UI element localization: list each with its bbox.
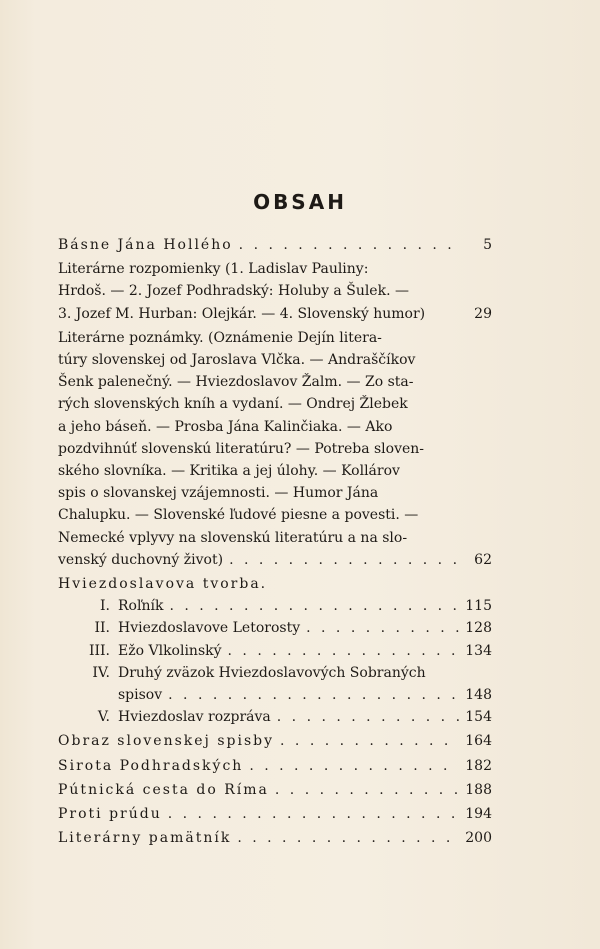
toc-entry-line: a jeho báseň. — Prosba Jána Kalinčiaka. — Ako <box>58 418 393 435</box>
leader-dots <box>229 549 460 571</box>
toc-sub-entry-continuation <box>58 684 492 706</box>
toc-sub-entry <box>58 595 492 617</box>
leader-dots <box>277 706 459 728</box>
toc-entry-line: 3. Jozef M. Hurban: Olejkár. — 4. Slovenský humor) <box>58 305 426 322</box>
toc-entry <box>58 573 492 728</box>
toc-sub-entry-title: Roľník <box>118 598 164 615</box>
toc-entry-line: venský duchovný život) <box>58 551 224 568</box>
toc-page-number: 148 <box>465 687 492 704</box>
toc-page-number: 5 <box>483 237 492 253</box>
toc-page-number: 115 <box>465 598 492 615</box>
toc-entry <box>58 755 492 777</box>
leader-dots <box>228 640 460 662</box>
toc-sub-entry-title: Hviezdoslavove Letorosty <box>118 620 301 637</box>
table-of-contents <box>58 234 492 851</box>
toc-sub-entry-title: Ežo Vlkolinský <box>118 642 222 659</box>
toc-page-number: 62 <box>474 551 492 568</box>
leader-dots <box>169 595 459 617</box>
toc-entry-title: Obraz slovenskej spisby <box>58 733 275 750</box>
toc-page-number: 200 <box>465 830 492 847</box>
toc-page-number: 188 <box>465 781 492 798</box>
toc-sub-entry-title: Druhý zväzok Hviezdoslavových Sobraných <box>118 664 426 681</box>
toc-page-number: 182 <box>465 757 492 774</box>
toc-sub-entry <box>58 617 492 639</box>
roman-numeral: V. <box>97 709 110 726</box>
toc-entry <box>58 258 492 325</box>
toc-entry <box>58 827 492 849</box>
roman-numeral: II. <box>94 620 110 637</box>
toc-entry-title: Proti prúdu <box>58 806 162 823</box>
toc-entry-title: Básne Jána Hollého <box>58 237 233 253</box>
toc-entry-line: pozdvihnúť slovenskú literatúru? — Potreba sloven- <box>58 440 425 457</box>
leader-dots <box>237 827 459 849</box>
toc-entry-title: Sirota Podhradských <box>58 757 244 774</box>
toc-entry-line: Šenk palenečný. — Hviezdoslavov Žalm. — Zo sta- <box>58 374 414 391</box>
toc-entry <box>58 803 492 825</box>
toc-sub-entry <box>58 662 492 684</box>
toc-sub-entry-title: Hviezdoslav rozpráva <box>118 709 271 726</box>
toc-entry-line: Literárne poznámky. (Oznámenie Dejín litera- <box>58 329 382 346</box>
toc-entry <box>58 779 492 801</box>
leader-dots <box>168 803 460 825</box>
leader-dots <box>239 234 460 256</box>
toc-entry-line: spis o slovanskej vzájemnosti. — Humor Jána <box>58 485 379 502</box>
toc-entry-line: rých slovenských kníh a vydaní. — Ondrej Žlebek <box>58 396 408 413</box>
toc-page-number: 128 <box>465 620 492 637</box>
toc-entry-title: Hviezdoslavova tvorba. <box>58 576 268 593</box>
toc-sub-entry <box>58 640 492 662</box>
toc-page-number: 164 <box>465 733 492 750</box>
toc-entry-line: ského slovníka. — Kritika a jej úlohy. — Kollárov <box>58 463 400 480</box>
toc-entry-line: Literárne rozpomienky (1. Ladislav Pauliny: <box>58 261 369 278</box>
toc-page-number: 194 <box>465 806 492 823</box>
leader-dots <box>280 730 459 752</box>
toc-sub-entry <box>58 706 492 728</box>
leader-dots <box>275 779 459 801</box>
toc-entry-line: túry slovenskej od Jaroslava Vlčka. — Andraščíkov <box>58 352 416 369</box>
toc-entry-line: Hrdoš. — 2. Jozef Podhradský: Holuby a Šulek. — <box>58 283 409 300</box>
toc-page-number: 134 <box>465 642 492 659</box>
toc-entry-title: Literárny pamätník <box>58 830 232 847</box>
toc-entry <box>58 234 492 256</box>
toc-entry-line: Chalupku. — Slovenské ľudové piesne a povesti. — <box>58 507 419 524</box>
roman-numeral: III. <box>88 642 110 659</box>
toc-sub-entry-title: spisov <box>118 687 163 704</box>
leader-dots <box>249 755 459 777</box>
roman-numeral: IV. <box>92 664 110 681</box>
toc-entry-title: Pútnická cesta do Ríma <box>58 781 269 798</box>
leader-dots <box>168 684 459 706</box>
leader-dots <box>306 617 459 639</box>
toc-entry-line: Nemecké vplyvy na slovenskú literatúru a na slo- <box>58 529 408 546</box>
toc-page-number: 29 <box>474 305 492 322</box>
toc-entry <box>58 327 492 571</box>
toc-page-number: 154 <box>465 709 492 726</box>
page-title: OBSAH <box>253 190 347 214</box>
toc-entry <box>58 730 492 752</box>
roman-numeral: I. <box>100 598 110 615</box>
